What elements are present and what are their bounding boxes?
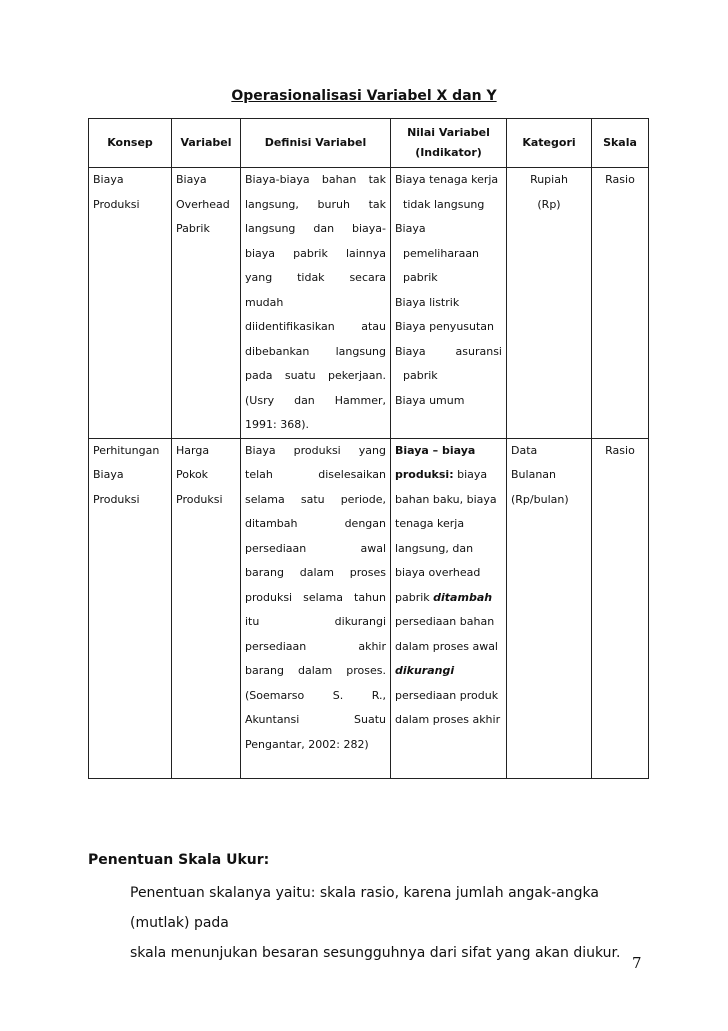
paragraph-line: Penentuan skalanya yaitu: skala rasio, karena jumlah angak-angka (mutlak) pada <box>130 885 599 931</box>
section-paragraph <box>130 878 642 968</box>
paragraph-line: skala menunjukan besaran sesungguhnya dari sifat yang akan diukur. <box>130 945 621 961</box>
cell-definisi: Biaya produksi yang telah diselesaikan selama satu periode, ditambah dengan persediaan awal barang dalam proses produksi selama tahun itu dikurangi persediaan akhir barang dalam proses. (Soemarso S. R., Akuntansi Suatu Pengantar, 2002: 282) <box>241 438 391 778</box>
cell-kategori: Rupiah (Rp) <box>507 168 592 439</box>
header-definisi: Definisi Variabel <box>241 119 391 168</box>
cell-variabel: Harga Pokok Produksi <box>172 438 241 778</box>
header-nilai-line2: (Indikator) <box>415 146 482 159</box>
cell-variabel: Biaya Overhead Pabrik <box>172 168 241 439</box>
header-nilai <box>391 119 507 168</box>
cell-definisi: Biaya-biaya bahan tak langsung, buruh tak langsung dan biaya- biaya pabrik lainnya yang tidak secara mudah diidentifikasikan atau dibebankan langsung pada suatu pekerjaan. (Usry dan Hammer, 1991: 368). <box>241 168 391 439</box>
cell-konsep: Biaya Produksi <box>89 168 172 439</box>
table-header-row <box>89 119 649 168</box>
cell-kategori: Data Bulanan (Rp/bulan) <box>507 438 592 778</box>
table-row <box>89 168 649 439</box>
header-skala: Skala <box>592 119 649 168</box>
table-title: Operasionalisasi Variabel X dan Y <box>231 88 497 104</box>
header-konsep: Konsep <box>89 119 172 168</box>
header-variabel: Variabel <box>172 119 241 168</box>
page-number: 7 <box>632 954 642 972</box>
cell-skala: Rasio <box>592 168 649 439</box>
operationalization-table <box>88 118 649 779</box>
cell-nilai: Biaya tenaga kerja tidak langsung Biaya pemeliharaan pabrik Biaya listrik Biaya penyusutan Biaya asuransi pabrik Biaya umum <box>391 168 507 439</box>
cell-konsep: Perhitungan Biaya Produksi <box>89 438 172 778</box>
cell-skala: Rasio <box>592 438 649 778</box>
header-nilai-line1: Nilai Variabel <box>407 126 490 139</box>
cell-nilai: Biaya – biaya produksi: biaya bahan baku, biaya tenaga kerja langsung, dan biaya overhead pabrik ditambah persediaan bahan dalam proses awal dikurangi persediaan produk dalam proses akhir <box>391 438 507 778</box>
header-kategori: Kategori <box>507 119 592 168</box>
table-row <box>89 438 649 778</box>
section-heading: Penentuan Skala Ukur: <box>88 852 270 868</box>
